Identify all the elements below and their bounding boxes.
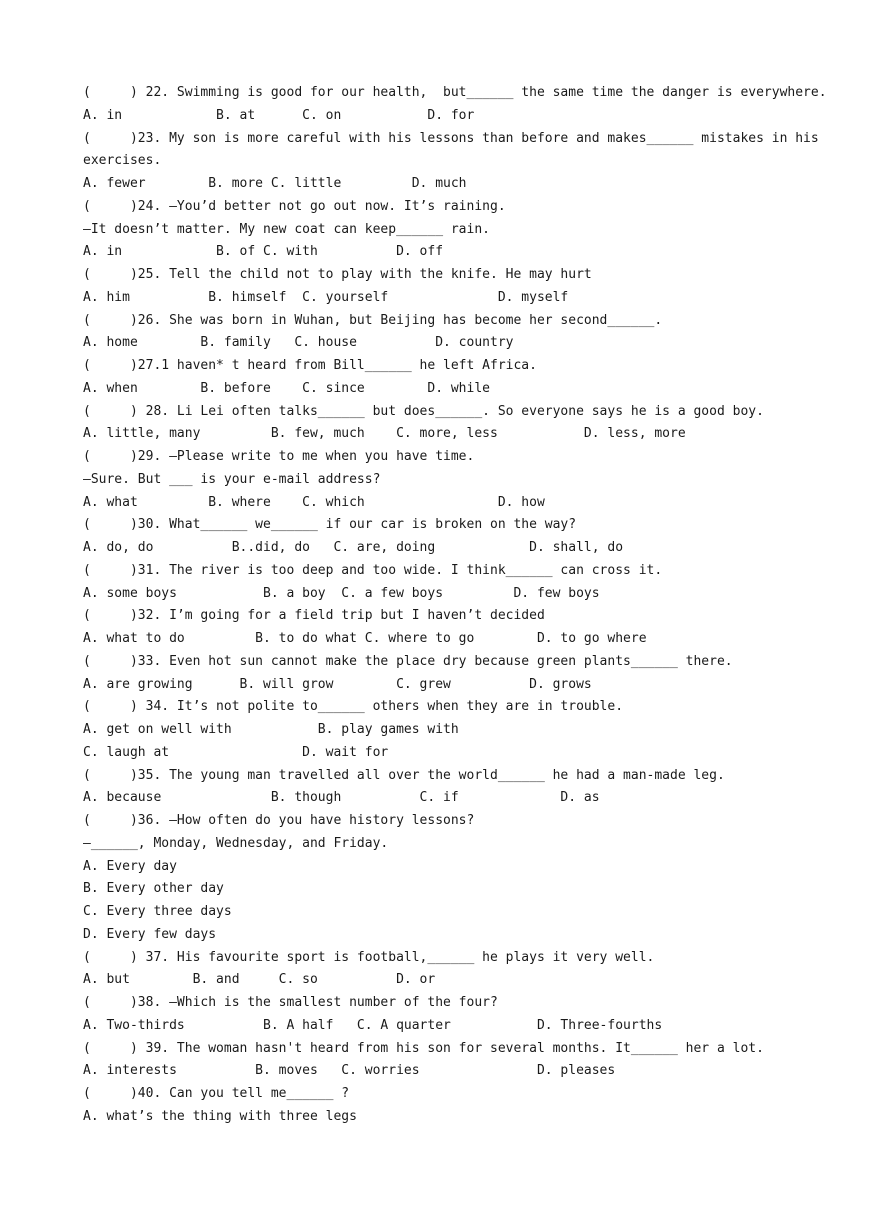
question-37: ( ) 37. His favourite sport is football,______ he plays it very well. — [83, 949, 655, 965]
question-28: ( ) 28. Li Lei often talks______ but does______. So everyone says he is a good boy. — [83, 403, 764, 419]
option-40-a: A. what’s the thing with three legs — [83, 1108, 357, 1124]
question-39: ( ) 39. The woman hasn't heard from his son for several months. It______ her a lot. — [83, 1040, 764, 1056]
options-35: A. because B. though C. if D. as — [83, 790, 600, 806]
options-39: A. interests B. moves C. worries D. pleases — [83, 1063, 616, 1079]
options-33: A. are growing B. will grow C. grew D. grows — [83, 676, 592, 692]
options-24: A. in B. of C. with D. off — [83, 244, 444, 260]
question-29: ( )29. —Please write to me when you have time. — [83, 449, 475, 464]
options-34-cd: C. laugh at D. wait for — [83, 744, 389, 760]
question-22: ( ) 22. Swimming is good for our health, but______ the same time the danger is everywhere. — [83, 85, 827, 100]
question-34: ( ) 34. It’s not polite to______ others when they are in trouble. — [83, 699, 624, 715]
question-40: ( )40. Can you tell me______ ? — [83, 1086, 350, 1101]
question-23-continued: exercises. — [83, 153, 162, 169]
question-29-reply: —Sure. But ___ is your e-mail address? — [83, 471, 381, 487]
question-35: ( )35. The young man travelled all over the world______ he had a man-made leg. — [83, 767, 725, 783]
options-25: A. him B. himself C. yourself D. myself — [83, 289, 569, 305]
options-30: A. do, do B..did, do C. are, doing D. shall, do — [83, 540, 624, 555]
question-33: ( )33. Even hot sun cannot make the place dry because green plants______ there. — [83, 653, 733, 669]
options-23: A. fewer B. more C. little D. much — [83, 176, 467, 191]
question-27: ( )27.1 haven* t heard from Bill______ he left Africa. — [83, 358, 537, 373]
options-38: A. Two-thirds B. A half C. A quarter D. Three-fourths — [83, 1017, 663, 1033]
question-36: ( )36. —How often do you have history lessons? — [83, 813, 475, 828]
question-38: ( )38. —Which is the smallest number of the four? — [83, 995, 498, 1010]
option-36-d: D. Every few days — [83, 926, 217, 942]
question-24-reply: —It doesn’t matter. My new coat can keep______ rain. — [83, 221, 490, 237]
options-34-ab: A. get on well with B. play games with — [83, 722, 459, 737]
question-23: ( )23. My son is more careful with his lessons than before and makes______ mistakes in his — [83, 130, 819, 146]
question-32: ( )32. I’m going for a field trip but I haven’t decided — [83, 608, 545, 624]
options-29: A. what B. where C. which D. how — [83, 494, 545, 510]
option-36-a: A. Every day — [83, 858, 177, 874]
option-36-b: B. Every other day — [83, 881, 224, 897]
question-26: ( )26. She was born in Wuhan, but Beijing has become her second______. — [83, 312, 663, 328]
options-26: A. home B. family C. house D. country — [83, 335, 514, 351]
options-32: A. what to do B. to do what C. where to go D. to go where — [83, 631, 647, 646]
exam-page — [83, 82, 827, 1129]
options-27: A. when B. before C. since D. while — [83, 380, 490, 396]
options-22: A. in B. at C. on D. for — [83, 107, 475, 123]
question-30: ( )30. What______ we______ if our car is broken on the way? — [83, 517, 577, 533]
question-24: ( )24. —You’d better not go out now. It’s raining. — [83, 198, 506, 214]
question-31: ( )31. The river is too deep and too wide. I think______ can cross it. — [83, 562, 663, 578]
question-25: ( )25. Tell the child not to play with the knife. He may hurt — [83, 267, 592, 282]
option-36-c: C. Every three days — [83, 904, 232, 919]
options-28: A. little, many B. few, much C. more, less D. less, more — [83, 426, 686, 442]
options-37: A. but B. and C. so D. or — [83, 972, 436, 988]
options-31: A. some boys B. a boy C. a few boys D. few boys — [83, 585, 600, 601]
question-36-reply: —______, Monday, Wednesday, and Friday. — [83, 835, 389, 851]
